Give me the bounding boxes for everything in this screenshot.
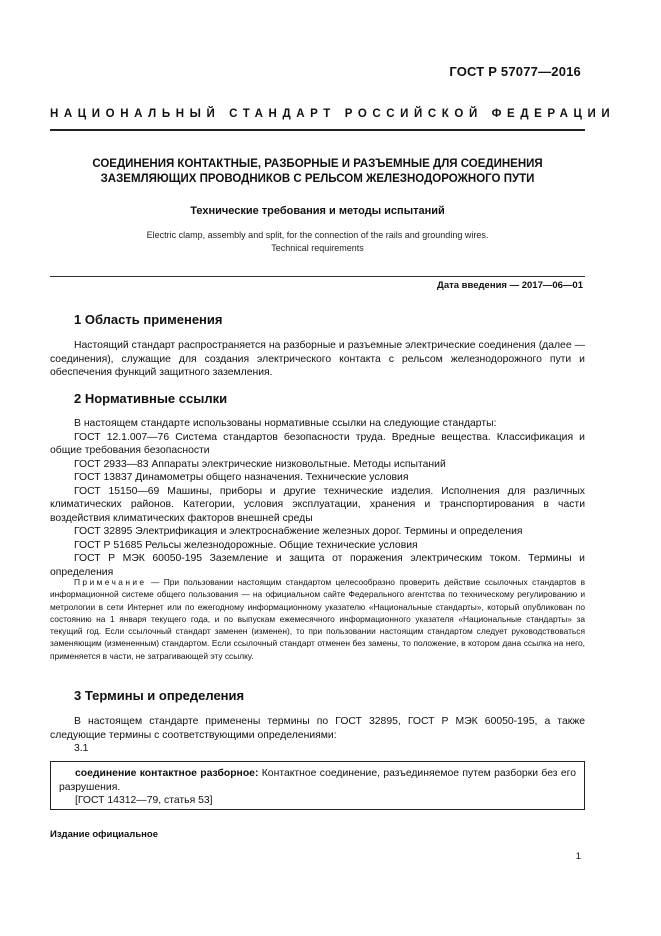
term-number: 3.1 — [74, 743, 89, 754]
section-2-heading: 2 Нормативные ссылки — [74, 391, 228, 406]
reference-item: ГОСТ 13837 Динамометры общего назначения. Технические условия — [74, 472, 409, 483]
english-title-line-1: Electric clamp, assembly and split, for the connection of the rails and grounding wires. — [146, 230, 489, 240]
title-line-1: СОЕДИНЕНИЯ КОНТАКТНЫЕ, РАЗБОРНЫЕ И РАЗЪЕМНЫЕ ДЛЯ СОЕДИНЕНИЯ — [92, 158, 543, 170]
document-title — [60, 157, 575, 187]
section-1-text — [50, 339, 585, 380]
section-1-heading: 1 Область применения — [74, 312, 223, 327]
document-subtitle: Технические требования и методы испытаний — [190, 205, 445, 217]
reference-item: ГОСТ 2933—83 Аппараты электрические низковольтные. Методы испытаний — [74, 458, 446, 470]
reference-item: ГОСТ 12.1.007—76 Система стандартов безопасности труда. Вредные вещества. Классификация и общие требования безопасности — [50, 431, 585, 456]
term-name: соединение контактное разборное: — [75, 768, 259, 779]
page-number: 1 — [575, 851, 581, 862]
english-title — [60, 229, 575, 255]
note-label: Примечание — [74, 577, 147, 587]
term-source: [ГОСТ 14312—79, статья 53] — [75, 795, 213, 806]
note-text: — При пользовании настоящим стандартом целесообразно проверить действие ссылочных стандартов в информационной системе общего пользования — на официальном сайте Федерального агентства по техническому регулированию и метрологии в сети Интернет или по ежегодному информационному указателю «Национальные стандарты», который опубликован по состоянию на 1 января текущего года, и по выпускам ежемесячного информационного указателя «Национальные стандарты» за текущий год. Если ссылочный стандарт заменен (изменен), то при пользовании настоящим стандартом следует руководствоваться заменяющим (измененным) стандартом. Если ссылочный стандарт отменен без замены, то положение, в котором дана ссылка на него, применяется в части, не затрагивающей эту ссылку. — [50, 577, 586, 661]
section-3-heading: 3 Термины и определения — [74, 688, 245, 703]
official-edition-label: Издание официальное — [50, 829, 158, 840]
term-definition-box — [50, 761, 585, 810]
reference-item: ГОСТ 32895 Электрификация и электроснабжение железных дорог. Термины и определения — [74, 526, 523, 537]
term-definition: Контактное соединение, разъединяемое путем разборки без его разрушения. — [59, 768, 576, 793]
terms-intro: В настоящем стандарте применены термины по ГОСТ 32895, ГОСТ Р МЭК 60050-195, а также следующие термины с соответствующими определениями: — [50, 716, 585, 741]
references-intro: В настоящем стандарте использованы нормативные ссылки на следующие стандарты: — [74, 418, 497, 429]
date-divider — [50, 276, 585, 277]
section-1-paragraph: Настоящий стандарт распространяется на разборные и разъемные электрические соединения (далее — соединения), служащие для создания электрического контакта с рельсом железнодорожного пути и обеспечения функций защитного заземления. — [50, 340, 585, 378]
title-line-2: ЗАЗЕМЛЯЮЩИХ ПРОВОДНИКОВ С РЕЛЬСОМ ЖЕЛЕЗНОДОРОЖНОГО ПУТИ — [100, 173, 535, 185]
document-number: ГОСТ Р 57077—2016 — [449, 64, 581, 79]
section-3-text — [50, 715, 585, 756]
references-note — [50, 576, 585, 662]
header-divider — [50, 129, 585, 131]
reference-item: ГОСТ Р МЭК 60050-195 Заземление и защита от поражения электрическим током. Термины и определения — [50, 553, 585, 578]
national-standard-banner: НАЦИОНАЛЬНЫЙ СТАНДАРТ РОССИЙСКОЙ ФЕДЕРАЦИИ — [50, 108, 616, 120]
english-title-line-2: Technical requirements — [271, 243, 364, 253]
section-2-text — [50, 417, 585, 579]
term-entry — [59, 767, 576, 794]
intro-date: Дата введения — 2017—06—01 — [437, 280, 583, 291]
reference-item: ГОСТ Р 51685 Рельсы железнодорожные. Общие технические условия — [74, 539, 418, 551]
reference-item: ГОСТ 15150—69 Машины, приборы и другие технические изделия. Исполнения для различных климатических районов. Категории, условия эксплуатации, хранения и транспортирования в части воздействия климатических факторов внешней среды — [50, 485, 585, 524]
